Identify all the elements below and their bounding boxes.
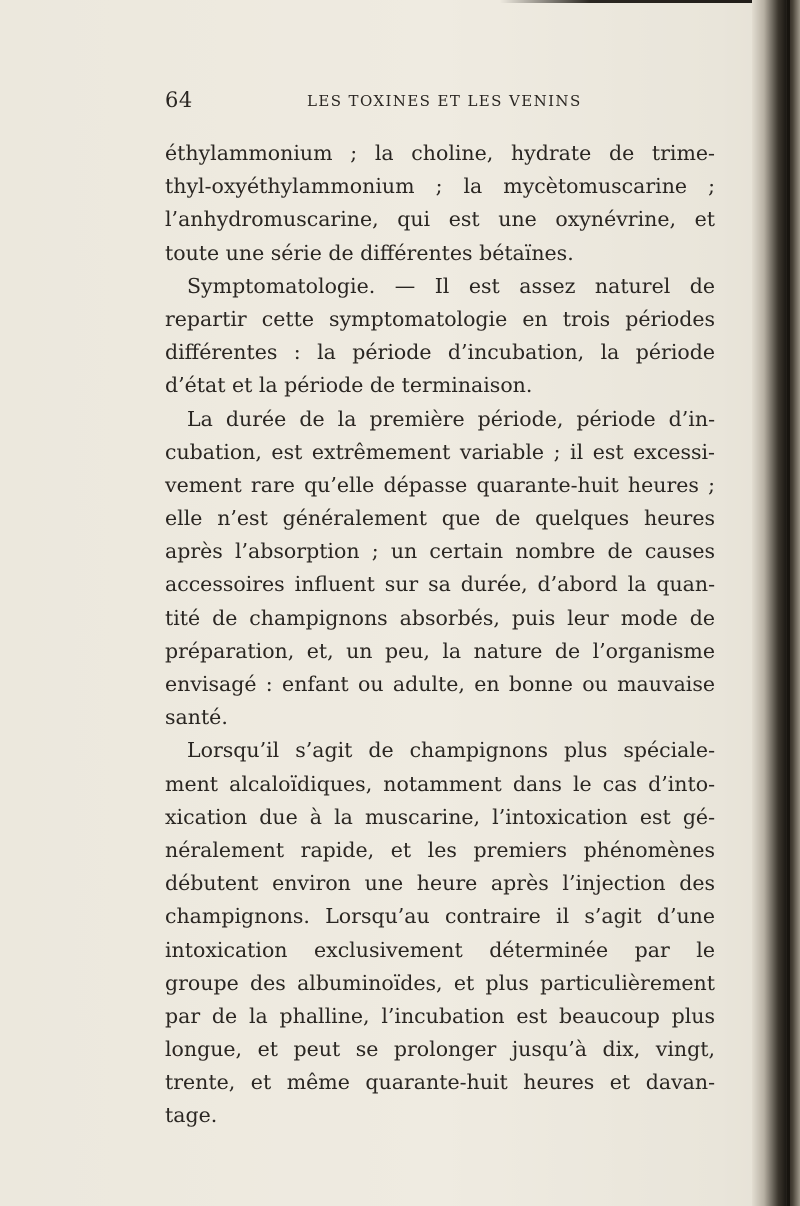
text-line: cubation, est extrêmement variable ; il est excessi- (165, 439, 715, 464)
body-text (165, 137, 715, 1133)
text-line: envisagé : enfant ou adulte, en bonne ou mauvaise (165, 672, 715, 696)
text-line: éthylammonium ; la choline, hydrate de trime- (165, 141, 715, 165)
text-line: santé. (165, 705, 228, 730)
text-line: xication due à la muscarine, l’intoxication est gé- (165, 804, 715, 829)
text-line: repartir cette symptomatologie en trois périodes (165, 306, 715, 331)
text-line: néralement rapide, et les premiers phénomènes (165, 837, 715, 862)
text-line: longue, et peut se prolonger jusqu’à dix, vingt, (165, 1037, 715, 1062)
page-edge-line (787, 0, 790, 1206)
text-line: par de la phalline, l’incubation est beaucoup plus (165, 1003, 715, 1028)
text-line: elle n’est généralement que de quelques heures (165, 506, 715, 531)
text-line: toute une série de différentes bétaïnes. (165, 240, 574, 265)
text-line: thyl-oxyéthylammonium ; la mycètomuscarine ; (165, 174, 715, 199)
page-number: 64 (165, 88, 193, 112)
text-line: différentes : la période d’incubation, la période (165, 340, 715, 365)
text-line: ment alcaloïdiques, notamment dans le cas d’into- (165, 771, 715, 796)
text-line: Lorsqu’il s’agit de champignons plus spéciale- (187, 738, 715, 763)
text-line: tité de champignons absorbés, puis leur mode de (165, 605, 715, 630)
text-line: accessoires influent sur sa durée, d’abord la quan- (165, 572, 715, 597)
text-line: d’état et la période de terminaison. (165, 373, 533, 398)
text-line: préparation, et, un peu, la nature de l’organisme (165, 638, 715, 663)
text-line: après l’absorption ; un certain nombre de causes (165, 539, 715, 564)
text-line: l’anhydromuscarine, qui est une oxynévrine, et (165, 207, 715, 232)
running-head: LES TOXINES ET LES VENINS (307, 92, 582, 110)
text-line: débutent environ une heure après l’injection des (165, 871, 715, 896)
text-line: La durée de la première période, période d’in- (187, 406, 715, 431)
text-line: tage. (165, 1103, 218, 1128)
text-line: champignons. Lorsqu’au contraire il s’agit d’une (165, 904, 715, 929)
text-line: trente, et même quarante-huit heures et davan- (165, 1070, 715, 1095)
text-line: Symptomatologie. — Il est assez naturel de (187, 273, 715, 298)
text-line: groupe des albuminoïdes, et plus particulièrement (165, 970, 715, 995)
text-line: intoxication exclusivement déterminée par le (165, 937, 715, 962)
page-gutter-shadow (752, 0, 800, 1206)
text-line: vement rare qu’elle dépasse quarante-huit heures ; (165, 472, 715, 497)
